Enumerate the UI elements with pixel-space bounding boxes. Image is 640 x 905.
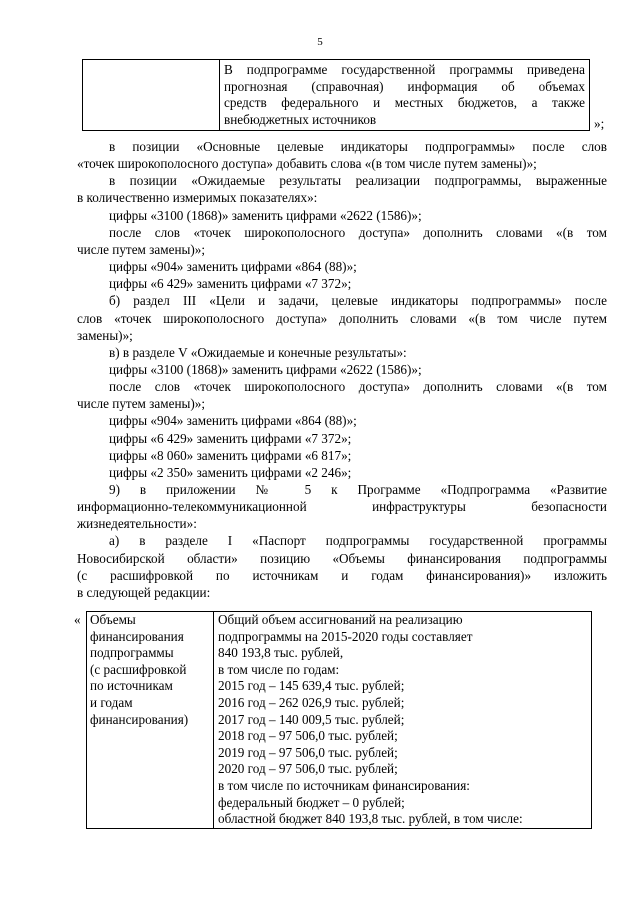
value-line: 2017 год – 140 009,5 тыс. рублей; [218, 711, 405, 727]
label-line: финансирования) [90, 711, 189, 727]
body-line: а) в разделе I «Паспорт подпрограммы государственной программы [109, 533, 607, 549]
label-line: финансирования [90, 628, 184, 644]
body-line: слов «точек широкополосного доступа» дополнить словами «(в том числе путем [77, 310, 607, 326]
table-continuation [82, 59, 590, 131]
body-line: после слов «точек широкополосного доступа» дополнить словами «(в том [109, 379, 607, 395]
body-line: б) раздел III «Цели и задачи, целевые индикаторы подпрограммы» после [109, 293, 607, 309]
body-line: «точек широкополосного доступа» добавить слова «(в том числе путем замены)»; [77, 156, 537, 172]
value-line: подпрограммы на 2015-2020 годы составляет [218, 628, 473, 644]
page-number: 5 [317, 36, 323, 48]
body-line: цифры «6 429» заменить цифрами «7 372»; [109, 430, 352, 446]
body-line: замены)»; [77, 327, 133, 343]
body-line: цифры «6 429» заменить цифрами «7 372»; [109, 276, 352, 292]
body-line: (с расшифровкой по источникам и годам финансирования)» изложить [77, 567, 607, 583]
body-line: в позиции «Основные целевые индикаторы подпрограммы» после слов [109, 139, 607, 154]
body-line: в позиции «Ожидаемые результаты реализации подпрограммы, выраженные [109, 173, 607, 189]
table-line: прогнозная (справочная) информация об объемах [224, 78, 585, 94]
body-line: числе путем замены)»; [77, 241, 206, 257]
value-line: 2018 год – 97 506,0 тыс. рублей; [218, 728, 398, 744]
body-line: цифры «904» заменить цифрами «864 (88)»; [109, 259, 357, 275]
label-line: и годам [90, 694, 133, 710]
value-line: 840 193,8 тыс. рублей, [218, 645, 344, 661]
body-line: цифры «3100 (1868)» заменить цифрами «2622 (1586)»; [109, 207, 422, 223]
value-line: в том числе по годам: [218, 661, 340, 677]
body-line: 9) в приложении № 5 к Программе «Подпрограмма «Развитие [109, 482, 607, 497]
body-line: числе путем замены)»; [77, 396, 206, 412]
table-line: внебюджетных источников [224, 111, 377, 127]
label-line: по источникам [90, 678, 173, 694]
body-line: Новосибирской области» позицию «Объемы финансирования подпрограммы [77, 550, 607, 566]
financing-label-cell [87, 612, 214, 829]
table-text-cell [220, 60, 590, 131]
body-line: информационно-телекоммуникационной инфраструктуры безопасности [77, 499, 607, 515]
body-line: цифры «8 060» заменить цифрами «6 817»; [109, 447, 352, 463]
table-line: В подпрограмме государственной программы приведена [224, 62, 585, 77]
table-line: средств федерального и местных бюджетов, а также [224, 95, 585, 111]
body-line: в) в разделе V «Ожидаемые и конечные результаты»: [109, 344, 407, 360]
label-line: подпрограммы [90, 645, 174, 661]
body-line: цифры «904» заменить цифрами «864 (88)»; [109, 413, 357, 429]
financing-table [86, 611, 592, 829]
body-line: в количественно измеримых показателях»: [77, 190, 318, 206]
table-empty-cell [83, 60, 220, 131]
value-line: в том числе по источникам финансирования: [218, 777, 470, 793]
label-line: (с расшифровкой [90, 661, 187, 677]
financing-value-cell [214, 612, 592, 829]
body-line: в следующей редакции: [77, 584, 211, 600]
body-line: цифры «3100 (1868)» заменить цифрами «2622 (1586)»; [109, 361, 422, 377]
value-line: федеральный бюджет – 0 рублей; [218, 794, 405, 810]
value-line: 2019 год – 97 506,0 тыс. рублей; [218, 744, 398, 760]
label-line: Объемы [90, 612, 136, 627]
closing-quote: »; [594, 116, 605, 131]
body-line: цифры «2 350» заменить цифрами «2 246»; [109, 464, 352, 480]
value-line: 2016 год – 262 026,9 тыс. рублей; [218, 694, 405, 710]
value-line: 2020 год – 97 506,0 тыс. рублей; [218, 761, 398, 777]
body-line: жизнедеятельности»: [77, 516, 197, 532]
value-line: областной бюджет 840 193,8 тыс. рублей, в том числе: [218, 811, 523, 827]
value-line: Общий объем ассигнований на реализацию [218, 612, 463, 627]
body-line: после слов «точек широкополосного доступа» дополнить словами «(в том [109, 224, 607, 240]
value-line: 2015 год – 145 639,4 тыс. рублей; [218, 678, 405, 694]
opening-quote: « [74, 612, 81, 627]
